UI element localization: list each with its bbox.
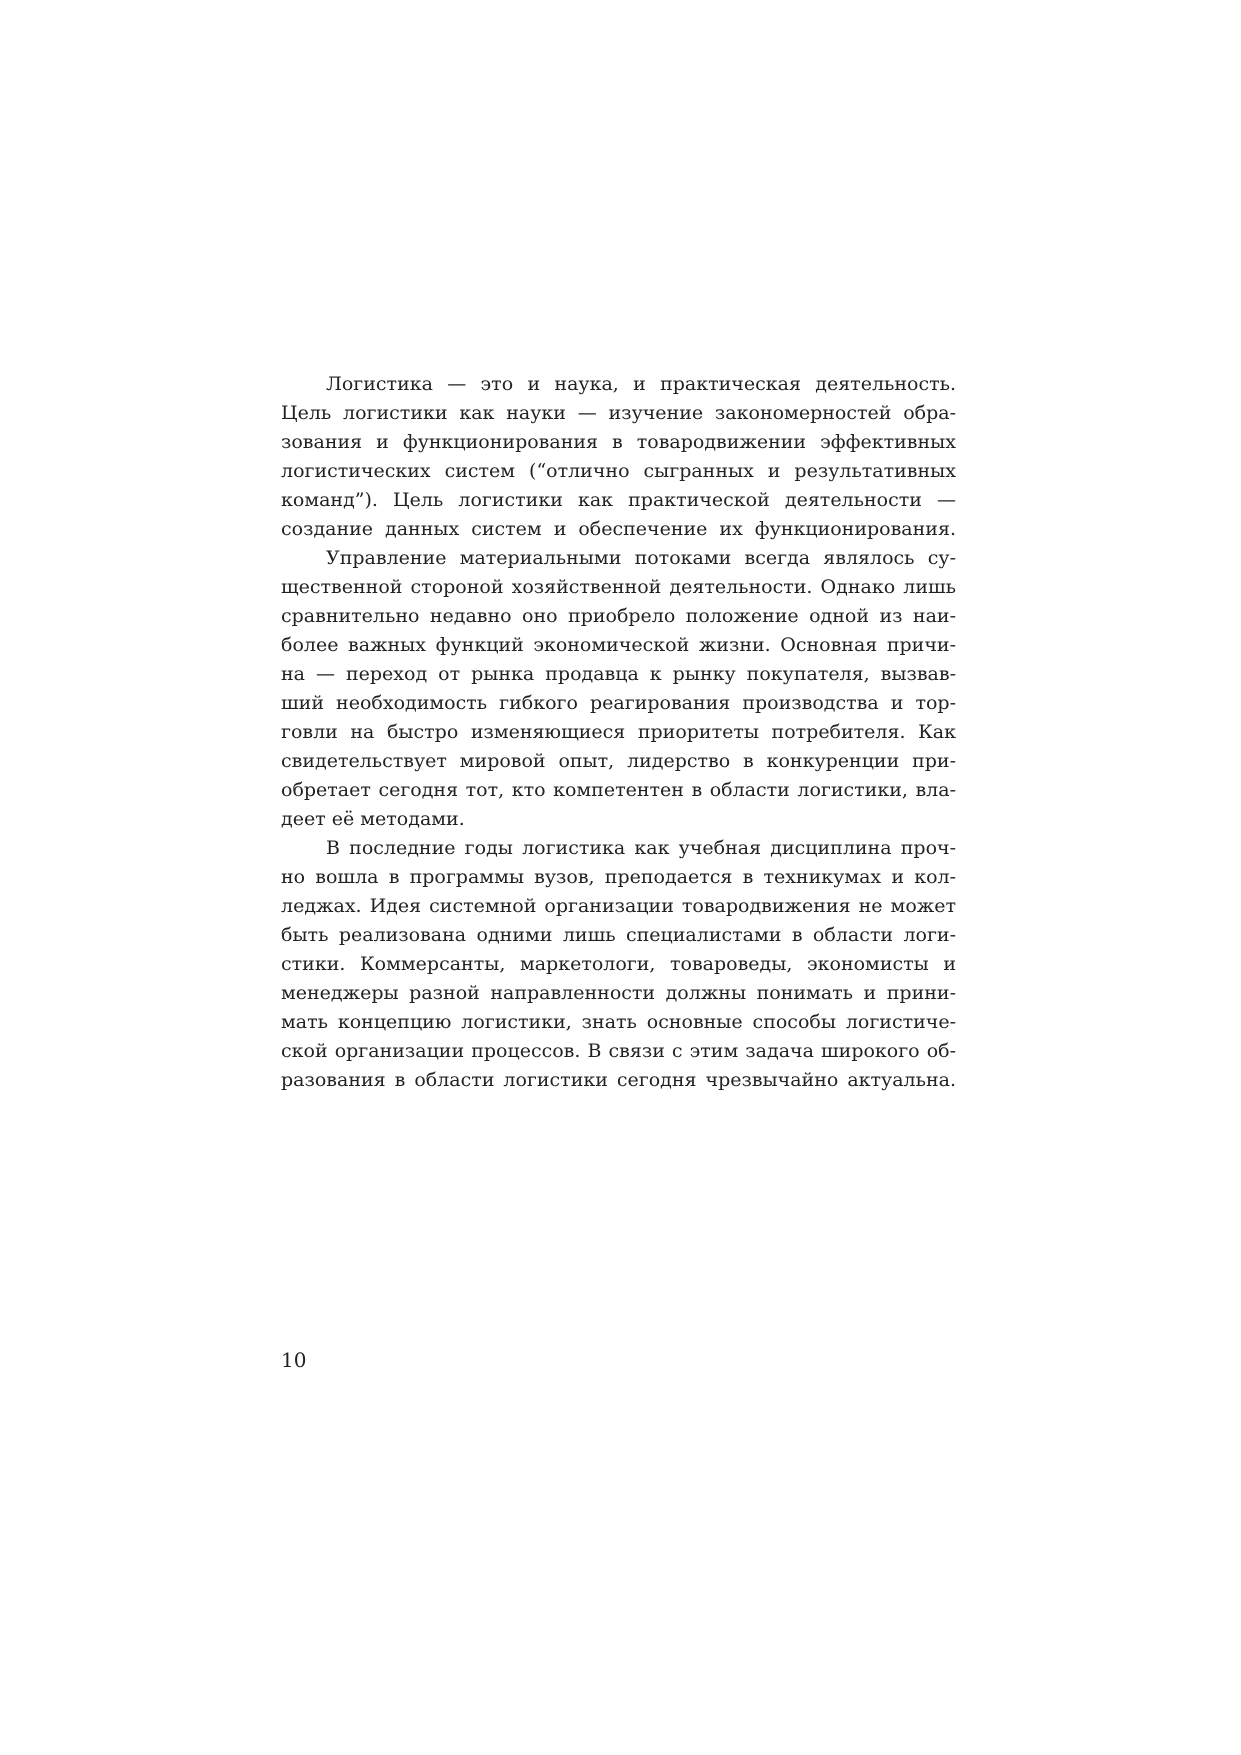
text-line: зования и функционирования в товародвижении эффективных — [281, 431, 956, 453]
text-line: говли на быстро изменяющиеся приоритеты потребителя. Как — [281, 721, 956, 743]
paragraph-1 — [281, 370, 956, 544]
text-line: ской организации процессов. В связи с этим задача широкого об- — [281, 1040, 956, 1062]
text-line: мать концепцию логистики, знать основные способы логистиче- — [281, 1011, 956, 1033]
text-line: сравнительно недавно оно приобрело положение одной из наи- — [281, 605, 956, 627]
text-line: логистических систем (“отлично сыгранных и результативных — [281, 460, 956, 482]
text-line: быть реализована одними лишь специалистами в области логи- — [281, 924, 956, 946]
text-line: создание данных систем и обеспечение их функционирования. — [281, 518, 956, 540]
text-line: щественной стороной хозяйственной деятельности. Однако лишь — [281, 576, 956, 598]
text-line: на — переход от рынка продавца к рынку покупателя, вызвав- — [281, 663, 956, 685]
text-line: стики. Коммерсанты, маркетологи, товароведы, экономисты и — [281, 953, 956, 975]
text-line: Логистика — это и наука, и практическая деятельность. — [326, 373, 956, 395]
paragraph-3 — [281, 834, 956, 1095]
text-line: более важных функций экономической жизни. Основная причи- — [281, 634, 956, 656]
text-line: но вошла в программы вузов, преподается в техникумах и кол- — [281, 866, 956, 888]
text-line: леджах. Идея системной организации товародвижения не может — [281, 895, 956, 917]
text-line: обретает сегодня тот, кто компетентен в области логистики, вла- — [281, 779, 956, 801]
text-line: Цель логистики как науки — изучение закономерностей обра- — [281, 402, 956, 424]
text-line: менеджеры разной направленности должны понимать и прини- — [281, 982, 956, 1004]
page-number: 10 — [281, 1348, 307, 1372]
text-line: свидетельствует мировой опыт, лидерство в конкуренции при- — [281, 750, 956, 772]
paragraph-2 — [281, 544, 956, 834]
text-line: команд”). Цель логистики как практической деятельности — — [281, 489, 956, 511]
text-line: Управление материальными потоками всегда являлось су- — [326, 547, 956, 569]
text-line: разования в области логистики сегодня чрезвычайно актуальна. — [281, 1069, 956, 1091]
text-line: В последние годы логистика как учебная дисциплина проч- — [326, 837, 956, 859]
text-line: ший необходимость гибкого реагирования производства и тор- — [281, 692, 956, 714]
body-text — [281, 370, 956, 1095]
text-line: деет её методами. — [281, 808, 465, 830]
